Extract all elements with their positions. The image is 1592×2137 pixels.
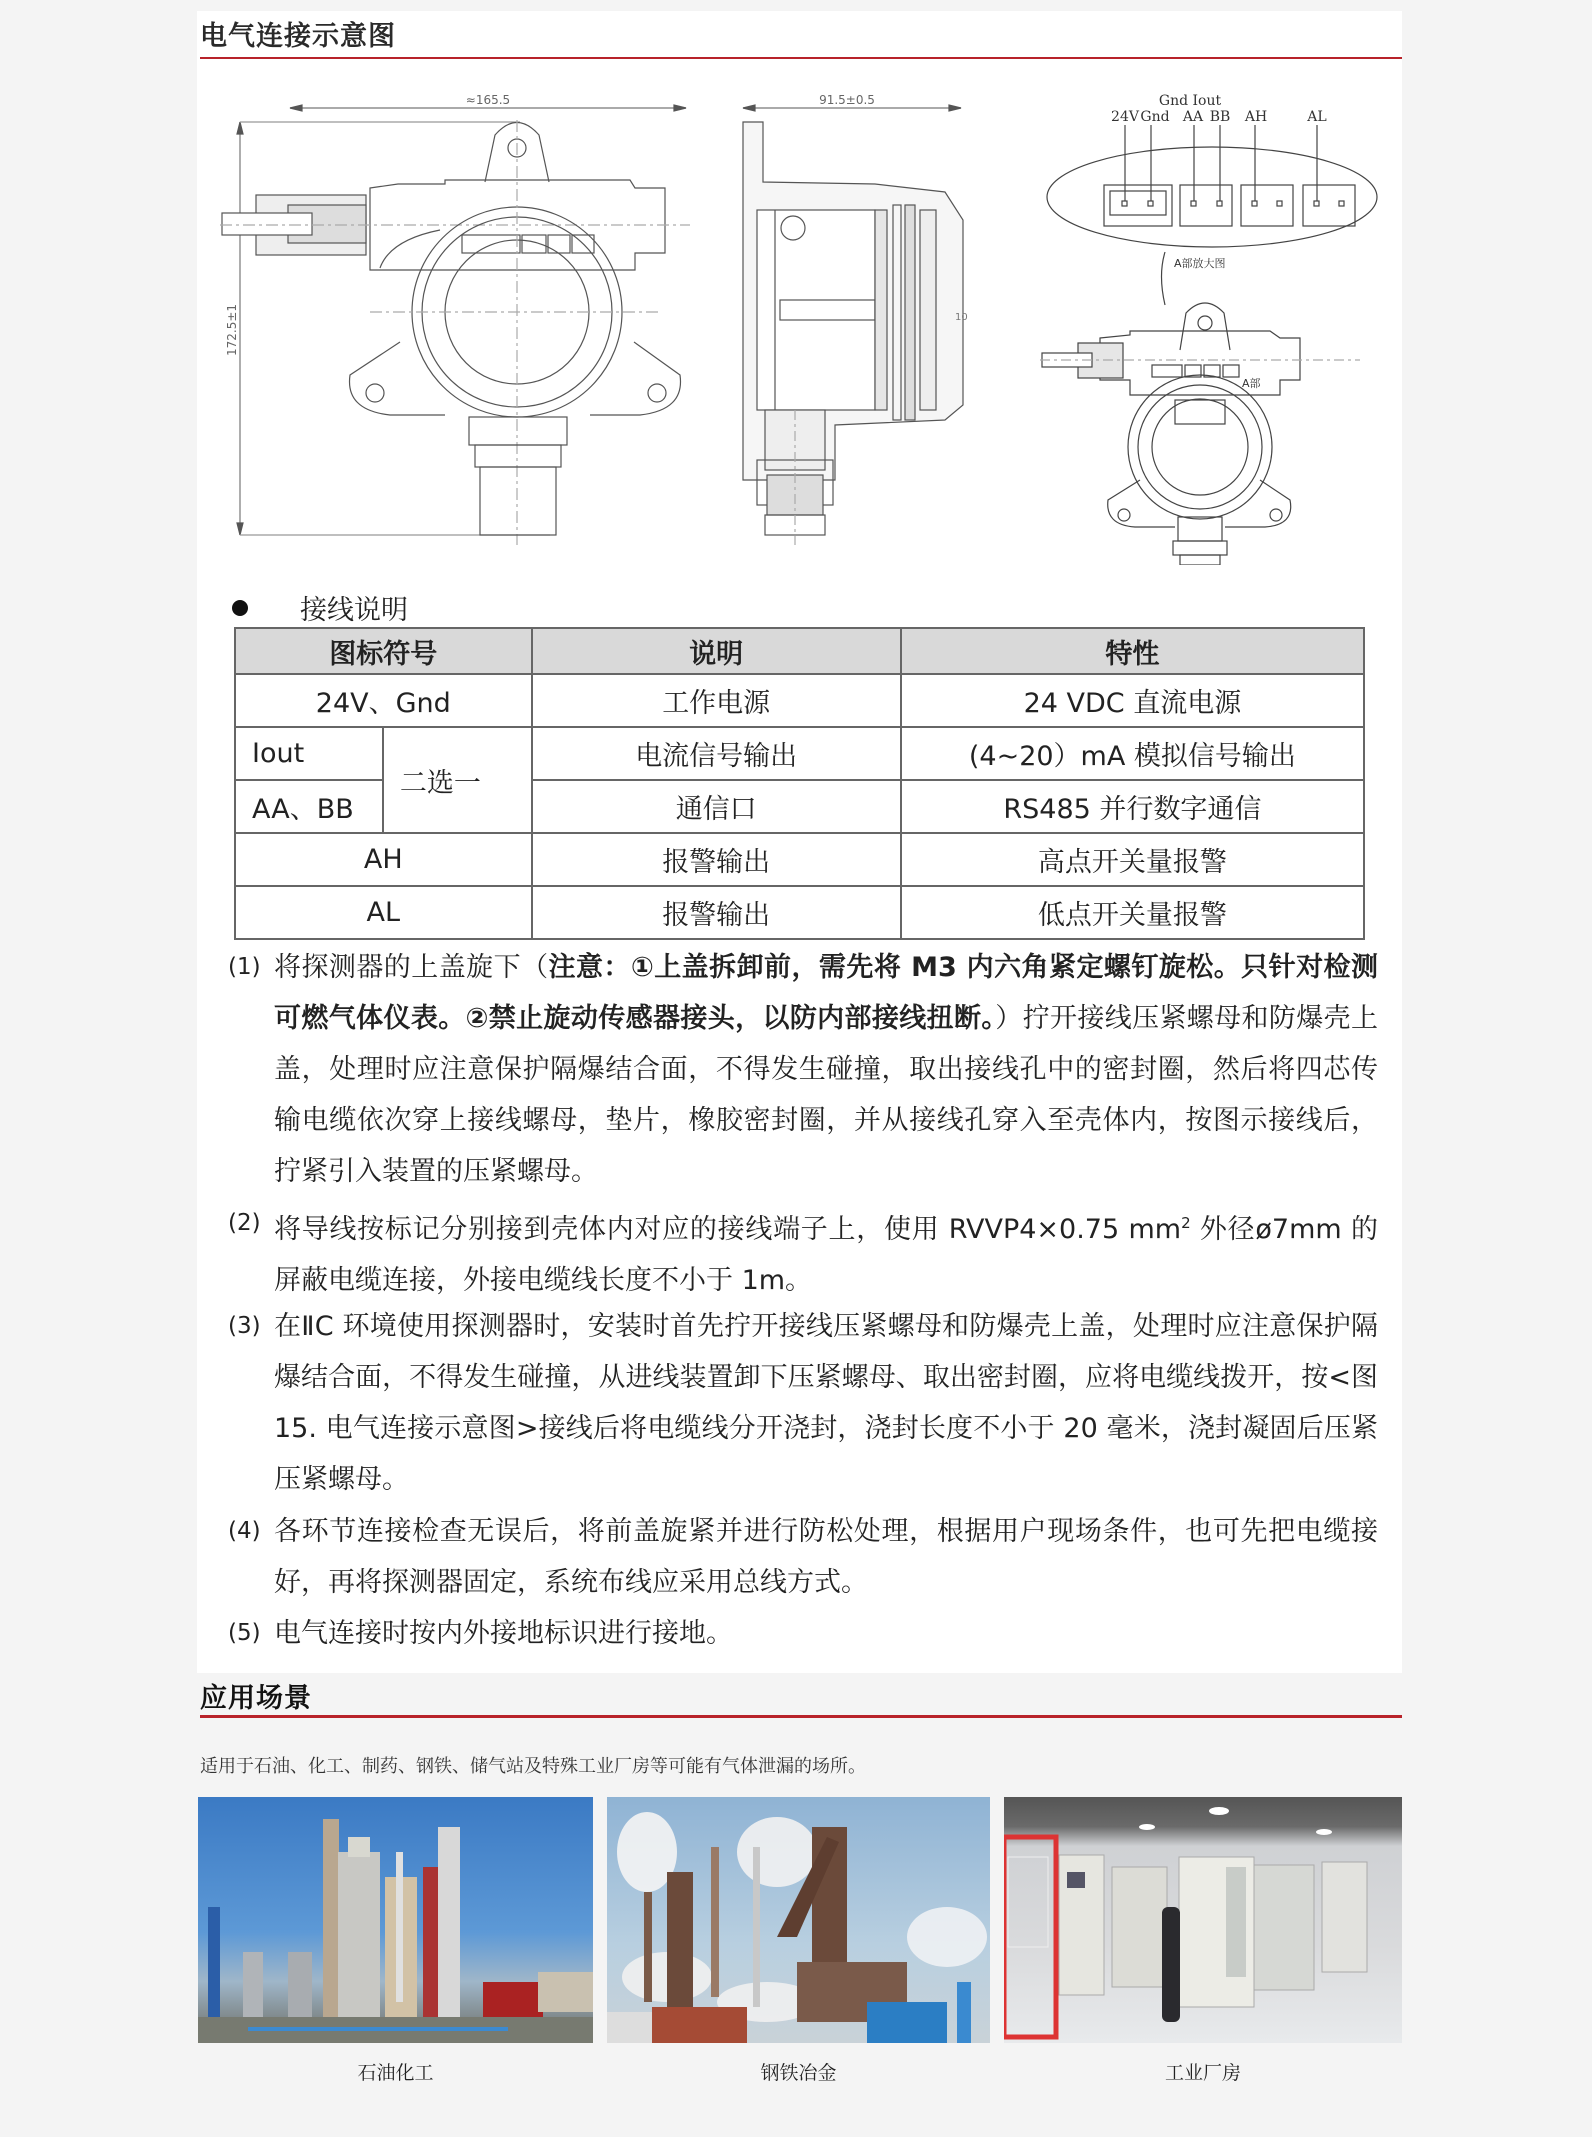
caption-steel: 钢铁冶金 [760,2062,837,2084]
step-text-cont: ）拧开接线压紧螺母和防爆壳上盖，处理时应注意保护隔爆结合面，不得发生碰撞，取出接线孔中的密封圈，然后将四芯传输电缆依次穿上接线螺母，垫片，橡胶密封圈，并从接线孔穿入至壳体内，按图示接线后，拧紧引入装置的压紧螺母。 [274,1003,1379,1187]
steel-mill-photo [607,1797,990,2043]
step-5 [228,1608,1378,1659]
step-warning: 注意：①上盖拆卸前，需先将 M3 内六角紧定螺钉旋松。只针对检测可燃气体仪表。②禁止旋动传感器接头，以防内部接线扭断。 [274,952,1378,1034]
cell-feature: 24 VDC 直流电源 [901,674,1364,727]
cell-feature: RS485 并行数字通信 [901,780,1364,833]
cell-group: 二选一 [383,727,532,833]
table-row [235,886,1364,939]
side-section-drawing [735,80,1005,550]
header-symbol: 图标符号 [235,628,532,674]
step-text: 在ⅡC 环境使用探测器时，安装时首先拧开接线压紧螺母和防爆壳上盖，处理时应注意保护隔爆结合面，不得发生碰撞，从进线装置卸下压紧螺母、取出密封圈，应将电缆线拨开，按<图 15. 电气连接示意图>接线后将电缆线分开浇封，浇封长度不小于 20 毫米，浇封凝固后压紧压紧螺母。 [274,1311,1378,1495]
caption-petrochemical: 石油化工 [357,2062,434,2084]
applications-description: 适用于石油、化工、制药、钢铁、储气站及特殊工业厂房等可能有气体泄漏的场所。 [200,1756,866,1777]
table-row [235,727,1364,780]
wiring-notes-heading [232,588,408,627]
section-title-electrical: 电气连接示意图 [200,21,396,52]
step-text: 将导线按标记分别接到壳体内对应的接线端子上，使用 RVVP4×0.75 mm [274,1214,1182,1245]
terminal-label-gnd-iout: Gnd Iout [1158,93,1222,109]
cell-feature: (4~20）mA 模拟信号输出 [901,727,1364,780]
cell-symbol: AH [235,833,532,886]
cell-description: 工作电源 [532,674,901,727]
header-description: 说明 [532,628,901,674]
cell-description: 报警输出 [532,833,901,886]
step-4 [228,1506,1378,1608]
a-part-label: A部 [1242,377,1261,390]
cell-feature: 高点开关量报警 [901,833,1364,886]
wiring-table [234,627,1365,940]
terminal-label-al: AL [1307,109,1327,125]
superscript: 2 [1181,1214,1191,1232]
table-header-row [235,628,1364,674]
terminal-label-bb: BB [1209,109,1231,125]
bullet-icon [232,600,248,616]
step-text: 各环节连接检查无误后，将前盖旋紧并进行防松处理，根据用户现场条件，也可先把电缆接好，再将探测器固定，系统布线应采用总线方式。 [274,1516,1378,1598]
step-number: (4) [228,1518,261,1544]
step-number: (1) [228,954,261,980]
step-number: (3) [228,1313,261,1339]
front-view-drawing [220,80,720,560]
cell-description: 通信口 [532,780,901,833]
cell-symbol: 24V、Gnd [235,674,532,727]
step-3 [228,1301,1378,1505]
terminal-label-24v: 24V [1111,109,1139,125]
step-number: (5) [228,1620,261,1646]
cell-description: 电流信号输出 [532,727,901,780]
step-text: 将探测器的上盖旋下（ [274,952,549,983]
step-text-cont: 外径ø7mm 的屏蔽电缆连接，外接电缆线长度不小于 1m。 [274,1214,1378,1296]
cell-feature: 低点开关量报警 [901,886,1364,939]
step-number: (2) [228,1210,261,1236]
height-dimension: 172.5±1 [225,303,239,357]
terminal-label-ah: AH [1244,109,1268,125]
depth-dimension: 91.5±0.5 [819,93,875,107]
wiring-notes-title: 接线说明 [300,595,408,626]
terminal-label-gnd: Gnd [1140,109,1170,125]
industrial-workshop-photo [1004,1797,1402,2043]
title-underline [200,1715,1402,1718]
step-2 [228,1198,1378,1306]
step-1 [228,942,1378,1197]
terminal-label-aa: AA [1182,109,1204,125]
cell-symbol: Iout [235,727,383,780]
petrochemical-plant-photo [198,1797,593,2043]
cell-description: 报警输出 [532,886,901,939]
title-underline [200,57,1402,59]
enlarged-view-label: A部放大图 [1174,257,1226,270]
terminal-detail-drawing [1040,85,1400,565]
cell-symbol: AA、BB [235,780,383,833]
cell-symbol: AL [235,886,532,939]
header-feature: 特性 [901,628,1364,674]
step-text: 电气连接时按内外接地标识进行接地。 [274,1618,733,1649]
side-dimension: 10 [955,312,968,323]
table-row [235,674,1364,727]
caption-workshop: 工业厂房 [1164,2062,1241,2084]
section-title-applications: 应用场景 [200,1683,312,1714]
table-row [235,833,1364,886]
width-dimension: ≈165.5 [465,93,511,107]
